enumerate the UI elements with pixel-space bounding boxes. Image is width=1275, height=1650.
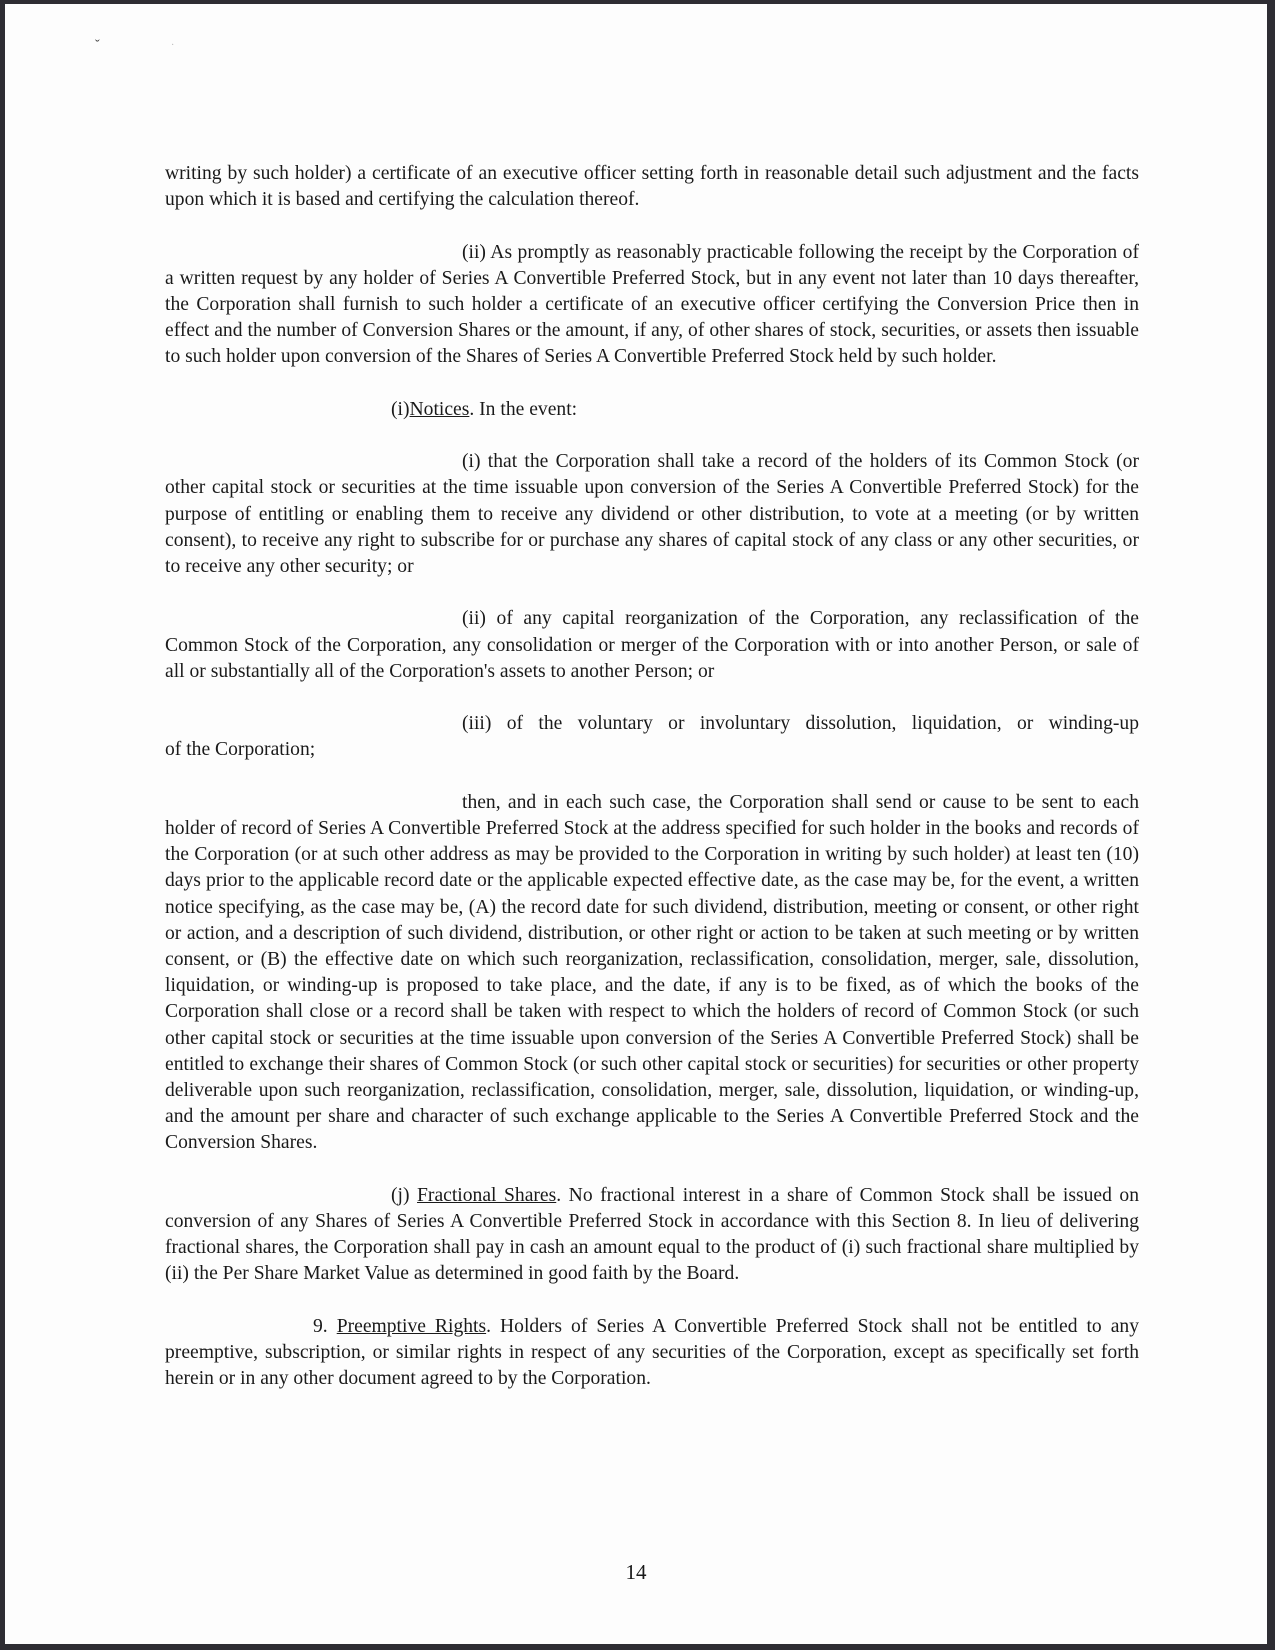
paragraph-certificate-continuation: writing by such holder) a certificate of an executive officer setting forth in reasonable detail such adjustment and the facts upon which it is based and certifying the calculation thereof. xyxy=(165,163,1139,211)
section-9-preemptive-rights xyxy=(165,1314,1139,1393)
scan-artifact: ˇ xyxy=(95,38,100,53)
paragraph-ii-reorganization: (ii) of any capital reorganization of the Corporation, any reclassification of the Common Stock of the Corporation, any consolidation or merger of the Corporation with or into another Person, or sale of all or substantially all of the Corporation's assets to another Person; or xyxy=(165,608,1139,682)
section-j-fractional-shares xyxy=(165,1183,1139,1288)
paragraph-then-notice: then, and in each such case, the Corporation shall send or cause to be sent to each holder of record of Series A Convertible Preferred Stock at the address specified for such holder in the books and records of the Corporation (or at such other address as may be provided to the Corporation in writing by such holder) at least ten (10) days prior to the applicable record date or the applicable expected effective date, as the case may be, for the event, a written notice specifying, as the case may be, (A) the record date for such dividend, distribution, meeting or consent, or other right or action, and a description of such dividend, distribution, or other right or action to be taken at such meeting or by written consent, or (B) the effective date on which such reorganization, reclassification, consolidation, merger, sale, dissolution, liquidation, or winding-up is proposed to take place, and the date, if any is to be fixed, as of which the books of the Corporation shall close or a record shall be taken with respect to which the holders of record of Common Stock (or such other capital stock or securities at the time issuable upon conversion of the Series A Convertible Preferred Stock) shall be entitled to exchange their shares of Common Stock (or such other capital stock or securities) for securities or other property deliverable upon such reorganization, reclassification, consolidation, merger, sale, dissolution, liquidation, or winding-up, and the amount per share and character of such exchange applicable to the Series A Convertible Preferred Stock and the Conversion Shares. xyxy=(165,791,1139,1154)
section-number: (j) xyxy=(391,1184,418,1206)
section-number: 9. xyxy=(313,1315,337,1337)
paragraph-iii-dissolution xyxy=(165,711,1139,763)
section-heading-fractional-shares: Fractional Shares xyxy=(417,1184,557,1206)
section-i-notices xyxy=(165,397,1139,423)
section-number: (i) xyxy=(391,398,410,420)
paragraph-iii-line-1: (iii) of the voluntary or involuntary dissolution, liquidation, or winding-up xyxy=(462,713,1139,735)
scan-artifact: · xyxy=(171,40,175,51)
document-page xyxy=(5,4,1267,1644)
section-text: . In the event: xyxy=(469,398,578,420)
section-text: . Holders of Series A Convertible Preferred Stock shall not be entitled to any preemptive, subscription, or similar rights in respect of any securities of the Corporation, except as specifically set forth herein or in any other document agreed to by the Corporation. xyxy=(165,1315,1140,1390)
section-text: . No fractional interest in a share of Common Stock shall be issued on conversion of any Shares of Series A Convertible Preferred Stock in accordance with this Section 8. In lieu of delivering fractional shares, the Corporation shall pay in cash an amount equal to the product of (i) such fractional share multiplied by (ii) the Per Share Market Value as determined in good faith by the Board. xyxy=(165,1184,1139,1285)
document-body xyxy=(165,161,1139,1419)
page-number: 14 xyxy=(625,1560,647,1584)
section-heading-preemptive-rights: Preemptive Rights xyxy=(336,1315,487,1337)
section-heading-notices: Notices xyxy=(409,398,470,420)
paragraph-ii-certificate-request: (ii) As promptly as reasonably practicable following the receipt by the Corporation of a written request by any holder of Series A Convertible Preferred Stock, but in any event not later than 10 days thereafter, the Corporation shall furnish to such holder a certificate of an executive officer certifying the Conversion Price then in effect and the number of Conversion Shares or the amount, if any, of other shares of stock, securities, or assets then issuable to such holder upon conversion of the Shares of Series A Convertible Preferred Stock held by such holder. xyxy=(165,241,1139,368)
paragraph-iii-line-2: of the Corporation; xyxy=(165,739,316,761)
paragraph-i-record-holders: (i) that the Corporation shall take a record of the holders of its Common Stock (or other capital stock or securities at the time issuable upon conversion of the Series A Convertible Preferred Stock) for the purpose of entitling or enabling them to receive any dividend or other distribution, to vote at a meeting (or by written consent), to receive any right to subscribe for or purchase any shares of capital stock of any class or any other securities, or to receive any other security; or xyxy=(165,451,1139,577)
